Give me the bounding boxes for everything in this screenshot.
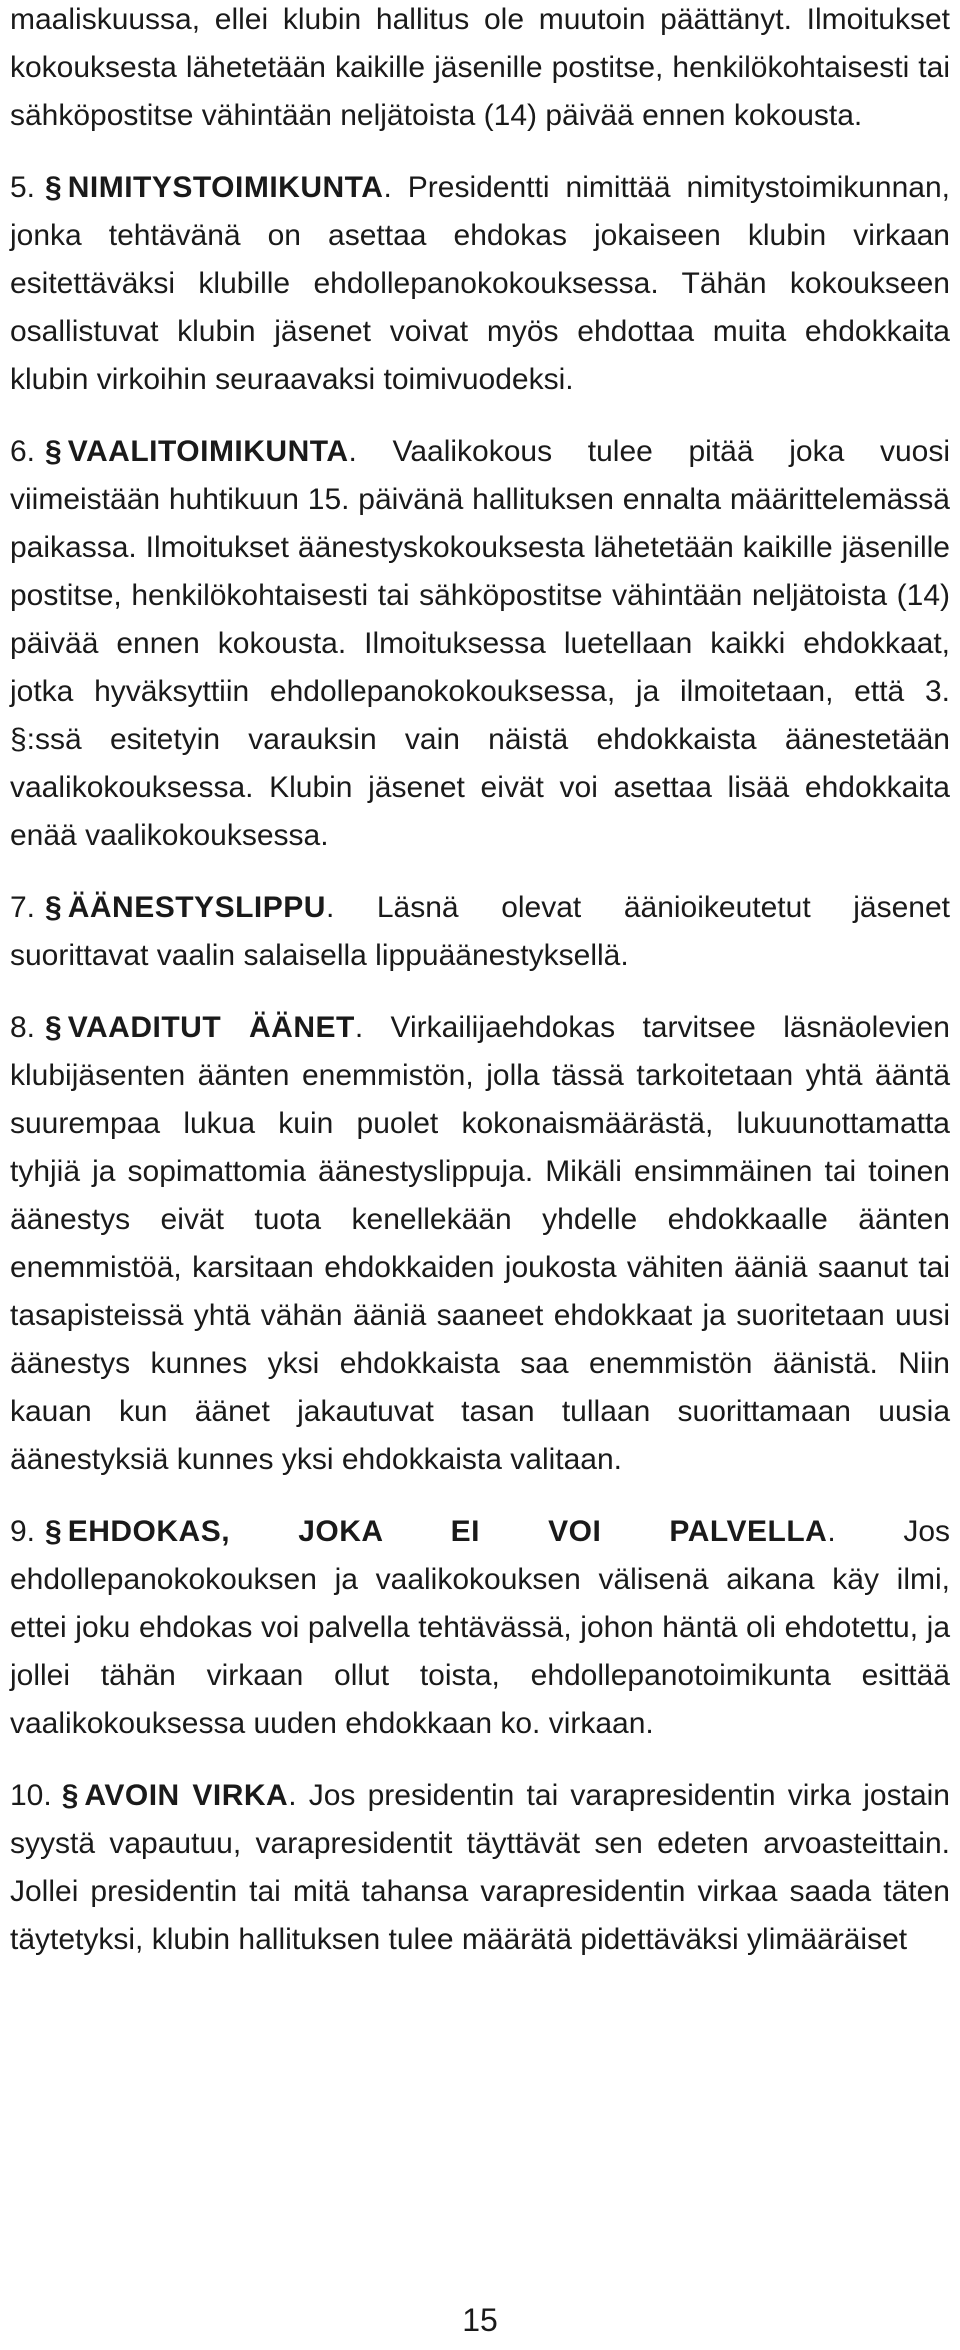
section-number: 5. bbox=[10, 171, 36, 204]
section-symbol: § bbox=[45, 171, 62, 204]
section-number: 10. bbox=[10, 1779, 52, 1812]
page-number: 15 bbox=[462, 2302, 498, 2338]
section-5 bbox=[10, 164, 950, 404]
section-symbol: § bbox=[45, 1515, 62, 1548]
section-symbol: § bbox=[45, 891, 62, 924]
section-9 bbox=[10, 1508, 950, 1748]
section-text: . Virkailijaehdokas tarvitsee läsnäolevien klubijäsenten äänten enemmistön, jolla tässä tarkoitetaan yhtä ääntä suurempaa lukua kuin puolet kokonaismäärästä, lukuunottamatta tyhjiä ja sopimattomia äänestyslippuja. Mikäli ensimmäinen tai toinen äänestys eivät tuota kenellekään yhdelle ehdokkaalle äänten enemmistöä, karsitaan ehdokkaiden joukosta vähiten ääniä saanut tai tasapisteissä yhtä vähän ääniä saaneet ehdokkaat ja suoritetaan uusi äänestys kunnes yksi ehdokkaista saa enemmistön äänistä. Niin kauan kun äänet jakautuvat tasan tullaan suorittamaan uusia äänestyksiä kunnes yksi ehdokkaista valitaan. bbox=[10, 1011, 950, 1476]
document-page bbox=[10, 0, 950, 1988]
section-10 bbox=[10, 1772, 950, 1964]
section-text: . Presidentti nimittää nimitystoimikunnan, jonka tehtävänä on asettaa ehdokas jokaiseen klubin virkaan esitettäväksi klubille ehdollepanokokouksessa. Tähän kokoukseen osallistuvat klubin jäsenet voivat myös ehdottaa muita ehdokkaita klubin virkoihin seuraavaksi toimivuodeksi. bbox=[10, 171, 950, 396]
section-number: 9. bbox=[10, 1515, 36, 1548]
section-8 bbox=[10, 1004, 950, 1484]
section-title: VAALITOIMIKUNTA bbox=[67, 435, 349, 468]
section-symbol: § bbox=[45, 1011, 62, 1044]
section-number: 7. bbox=[10, 891, 36, 924]
section-title: ÄÄNESTYSLIPPU bbox=[67, 891, 326, 924]
section-text: . Läsnä olevat äänioikeutetut jäsenet suorittavat vaalin salaisella lippuäänestyksellä. bbox=[10, 891, 950, 972]
section-number: 8. bbox=[10, 1011, 36, 1044]
section-text: . Jos presidentin tai varapresidentin virka jostain syystä vapautuu, varapresidentit täyttävät sen edeten arvoasteittain. Jollei presidentin tai mitä tahansa varapresidentin virkaa saada täten täytetyksi, klubin hallituksen tulee määrätä pidettäväksi ylimääräiset bbox=[10, 1779, 950, 1956]
section-6 bbox=[10, 428, 950, 860]
section-symbol: § bbox=[45, 435, 62, 468]
section-title: EHDOKAS, JOKA EI VOI PALVELLA bbox=[67, 1515, 828, 1548]
section-symbol: § bbox=[61, 1779, 79, 1812]
section-title: NIMITYSTOIMIKUNTA bbox=[67, 171, 384, 204]
section-title: VAADITUT ÄÄNET bbox=[67, 1011, 355, 1044]
intro-paragraph: maaliskuussa, ellei klubin hallitus ole muutoin päättänyt. Ilmoitukset kokouksesta lähetetään kaikille jäsenille postitse, henkilökohtaisesti tai sähköpostitse vähintään neljätoista (14) päivää ennen kokousta. bbox=[10, 3, 950, 132]
section-text: . Jos ehdollepanokokouksen ja vaalikokouksen välisenä aikana käy ilmi, ettei joku ehdokas voi palvella tehtävässä, johon häntä oli ehdotettu, ja jollei tähän virkaan ollut toista, ehdollepanotoimikunta esittää vaalikokouksessa uuden ehdokkaan ko. virkaan. bbox=[10, 1515, 950, 1740]
section-7 bbox=[10, 884, 950, 980]
section-title: AVOIN VIRKA bbox=[84, 1779, 289, 1812]
section-text: . Vaalikokous tulee pitää joka vuosi viimeistään huhtikuun 15. päivänä hallituksen ennalta määrittelemässä paikassa. Ilmoitukset äänestyskokouksesta lähetetään kaikille jäsenille postitse, henkilökohtaisesti tai sähköpostitse vähintään neljätoista (14) päivää ennen kokousta. Ilmoituksessa luetellaan kaikki ehdokkaat, jotka hyväksyttiin ehdollepanokokouksessa, ja ilmoitetaan, että 3. §:ssä esitetyin varauksin vain näistä ehdokkaista äänestetään vaalikokouksessa. Klubin jäsenet eivät voi asettaa lisää ehdokkaita enää vaalikokouksessa. bbox=[10, 435, 950, 852]
section-number: 6. bbox=[10, 435, 36, 468]
